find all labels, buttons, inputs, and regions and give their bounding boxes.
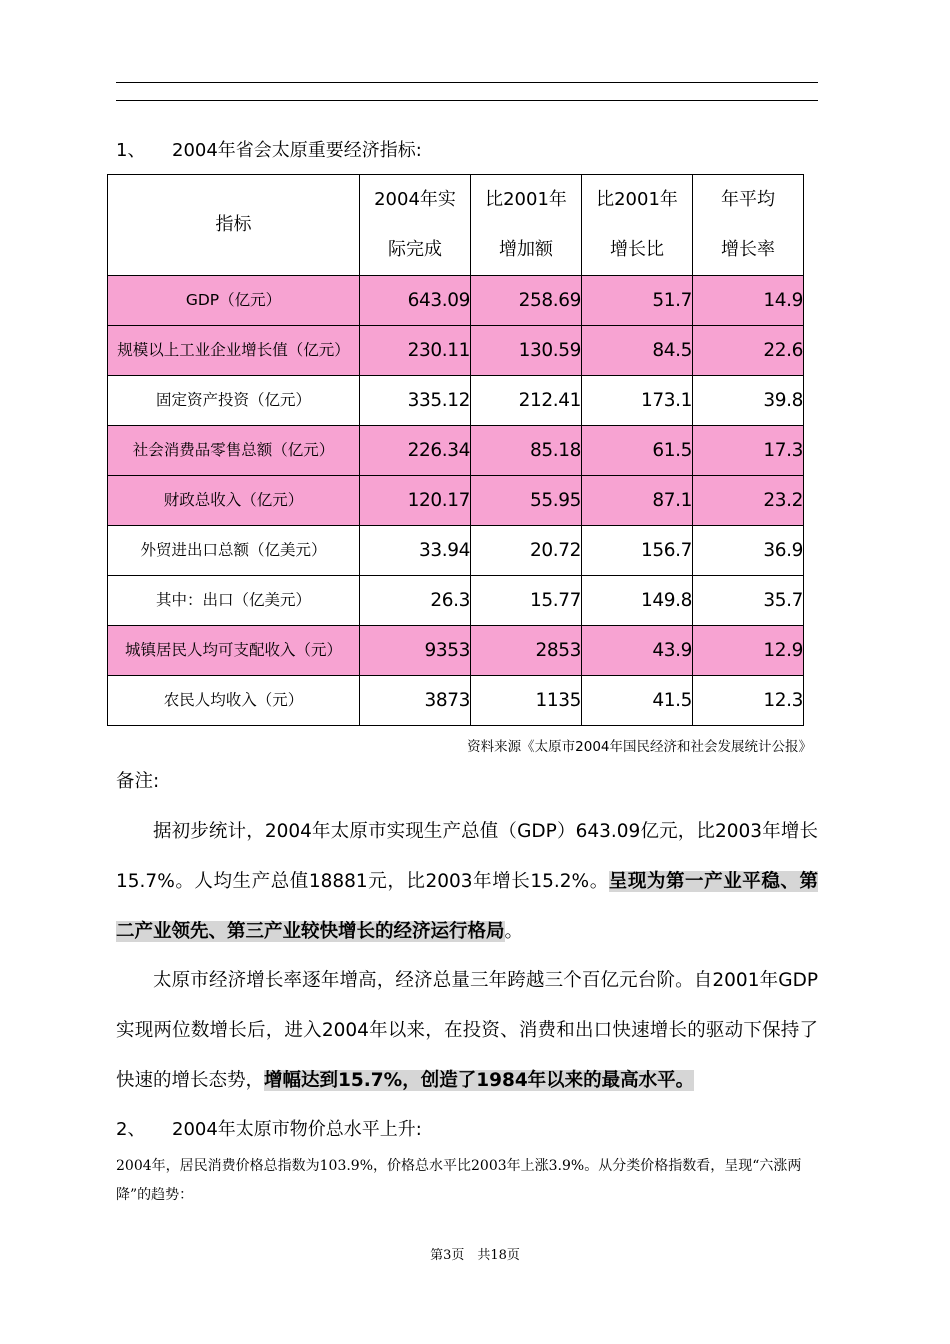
- cell-avg-growth-rate: 12.9: [693, 626, 804, 676]
- source-note: 资料来源《太原市2004年国民经济和社会发展统计公报》: [467, 739, 812, 755]
- notes-label: 备注:: [116, 771, 160, 792]
- notes-paragraph-1: [116, 807, 818, 957]
- cell-actual-2004: 33.94: [360, 526, 471, 576]
- table-row: [108, 476, 804, 526]
- cell-actual-2004: 226.34: [360, 426, 471, 476]
- cell-actual-2004: 3873: [360, 676, 471, 726]
- row-label: 规模以上工业企业增长值（亿元）: [108, 326, 360, 376]
- cell-avg-growth-rate: 39.8: [693, 376, 804, 426]
- row-label: 城镇居民人均可支配收入（元）: [108, 626, 360, 676]
- row-label: 外贸进出口总额（亿美元）: [108, 526, 360, 576]
- section1-title: 2004年省会太原重要经济指标:: [172, 140, 422, 161]
- section1-heading: [116, 137, 422, 165]
- cell-growth-ratio: 41.5: [582, 676, 693, 726]
- cell-growth-ratio: 84.5: [582, 326, 693, 376]
- cell-growth-ratio: 51.7: [582, 276, 693, 326]
- section2-title: 2004年太原市物价总水平上升:: [172, 1119, 422, 1140]
- row-label: 农民人均收入（元）: [108, 676, 360, 726]
- header-growth-ratio: 比2001年 增长比: [582, 175, 693, 276]
- section2-heading: [116, 1116, 422, 1144]
- cell-avg-growth-rate: 17.3: [693, 426, 804, 476]
- section2-paragraph: 2004年，居民消费价格总指数为103.9%，价格总水平比2003年上涨3.9%。从分类价格指数看，呈现“六涨两降”的趋势：: [116, 1158, 802, 1203]
- row-label: 社会消费品零售总额（亿元）: [108, 426, 360, 476]
- row-label: GDP（亿元）: [108, 276, 360, 326]
- header-avg-growth-rate: 年平均 增长率: [693, 175, 804, 276]
- table-row: [108, 626, 804, 676]
- cell-growth-ratio: 149.8: [582, 576, 693, 626]
- table-header-row: [108, 175, 804, 276]
- table-row: [108, 526, 804, 576]
- section2-number: 2、: [116, 1119, 146, 1140]
- header-rule-top: [116, 82, 818, 83]
- notes-p1-end: 。: [504, 921, 524, 942]
- row-label: 财政总收入（亿元）: [108, 476, 360, 526]
- table-row: [108, 576, 804, 626]
- row-label: 固定资产投资（亿元）: [108, 376, 360, 426]
- cell-actual-2004: 9353: [360, 626, 471, 676]
- cell-avg-growth-rate: 35.7: [693, 576, 804, 626]
- cell-increase-amount: 55.95: [471, 476, 582, 526]
- indicator-table: [107, 174, 804, 726]
- cell-increase-amount: 15.77: [471, 576, 582, 626]
- notes-p2-highlight: 增幅达到15.7%，创造了1984年以来的最高水平。: [264, 1070, 695, 1091]
- cell-actual-2004: 26.3: [360, 576, 471, 626]
- page-footer: 第3页 共18页: [430, 1248, 520, 1263]
- header-indicator: 指标: [108, 175, 360, 276]
- cell-growth-ratio: 173.1: [582, 376, 693, 426]
- cell-increase-amount: 258.69: [471, 276, 582, 326]
- notes-paragraph-2: [116, 956, 818, 1106]
- table-row: [108, 376, 804, 426]
- header-2004-actual: 2004年实 际完成: [360, 175, 471, 276]
- section1-number: 1、: [116, 140, 146, 161]
- cell-actual-2004: 230.11: [360, 326, 471, 376]
- cell-increase-amount: 212.41: [471, 376, 582, 426]
- table-row: [108, 276, 804, 326]
- table-row: [108, 326, 804, 376]
- cell-increase-amount: 2853: [471, 626, 582, 676]
- cell-actual-2004: 643.09: [360, 276, 471, 326]
- cell-growth-ratio: 61.5: [582, 426, 693, 476]
- table-row: [108, 426, 804, 476]
- header-rule-bottom: [116, 100, 818, 101]
- notes-p1-highlight: 呈现为第一产业平稳、第二产业领先、第三产业较快增长的经济运行格局: [116, 871, 818, 942]
- cell-increase-amount: 20.72: [471, 526, 582, 576]
- cell-avg-growth-rate: 14.9: [693, 276, 804, 326]
- row-label: 其中：出口（亿美元）: [108, 576, 360, 626]
- table-row: [108, 676, 804, 726]
- cell-actual-2004: 120.17: [360, 476, 471, 526]
- cell-increase-amount: 1135: [471, 676, 582, 726]
- cell-avg-growth-rate: 36.9: [693, 526, 804, 576]
- cell-growth-ratio: 43.9: [582, 626, 693, 676]
- cell-increase-amount: 85.18: [471, 426, 582, 476]
- cell-actual-2004: 335.12: [360, 376, 471, 426]
- cell-avg-growth-rate: 12.3: [693, 676, 804, 726]
- cell-avg-growth-rate: 22.6: [693, 326, 804, 376]
- cell-increase-amount: 130.59: [471, 326, 582, 376]
- notes-p2-text: 太原市经济增长率逐年增高，经济总量三年跨越三个百亿元台阶。自2001年GDP实现两位数增长后，进入2004年以来，在投资、消费和出口快速增长的驱动下保持了快速的增长态势，: [116, 970, 818, 1091]
- notes-p1-text: 据初步统计，2004年太原市实现生产总值（GDP）643.09亿元，比2003年增长15.7%。人均生产总值18881元，比2003年增长15.2%。: [116, 821, 818, 892]
- cell-growth-ratio: 156.7: [582, 526, 693, 576]
- header-increase-amount: 比2001年 增加额: [471, 175, 582, 276]
- cell-avg-growth-rate: 23.2: [693, 476, 804, 526]
- cell-growth-ratio: 87.1: [582, 476, 693, 526]
